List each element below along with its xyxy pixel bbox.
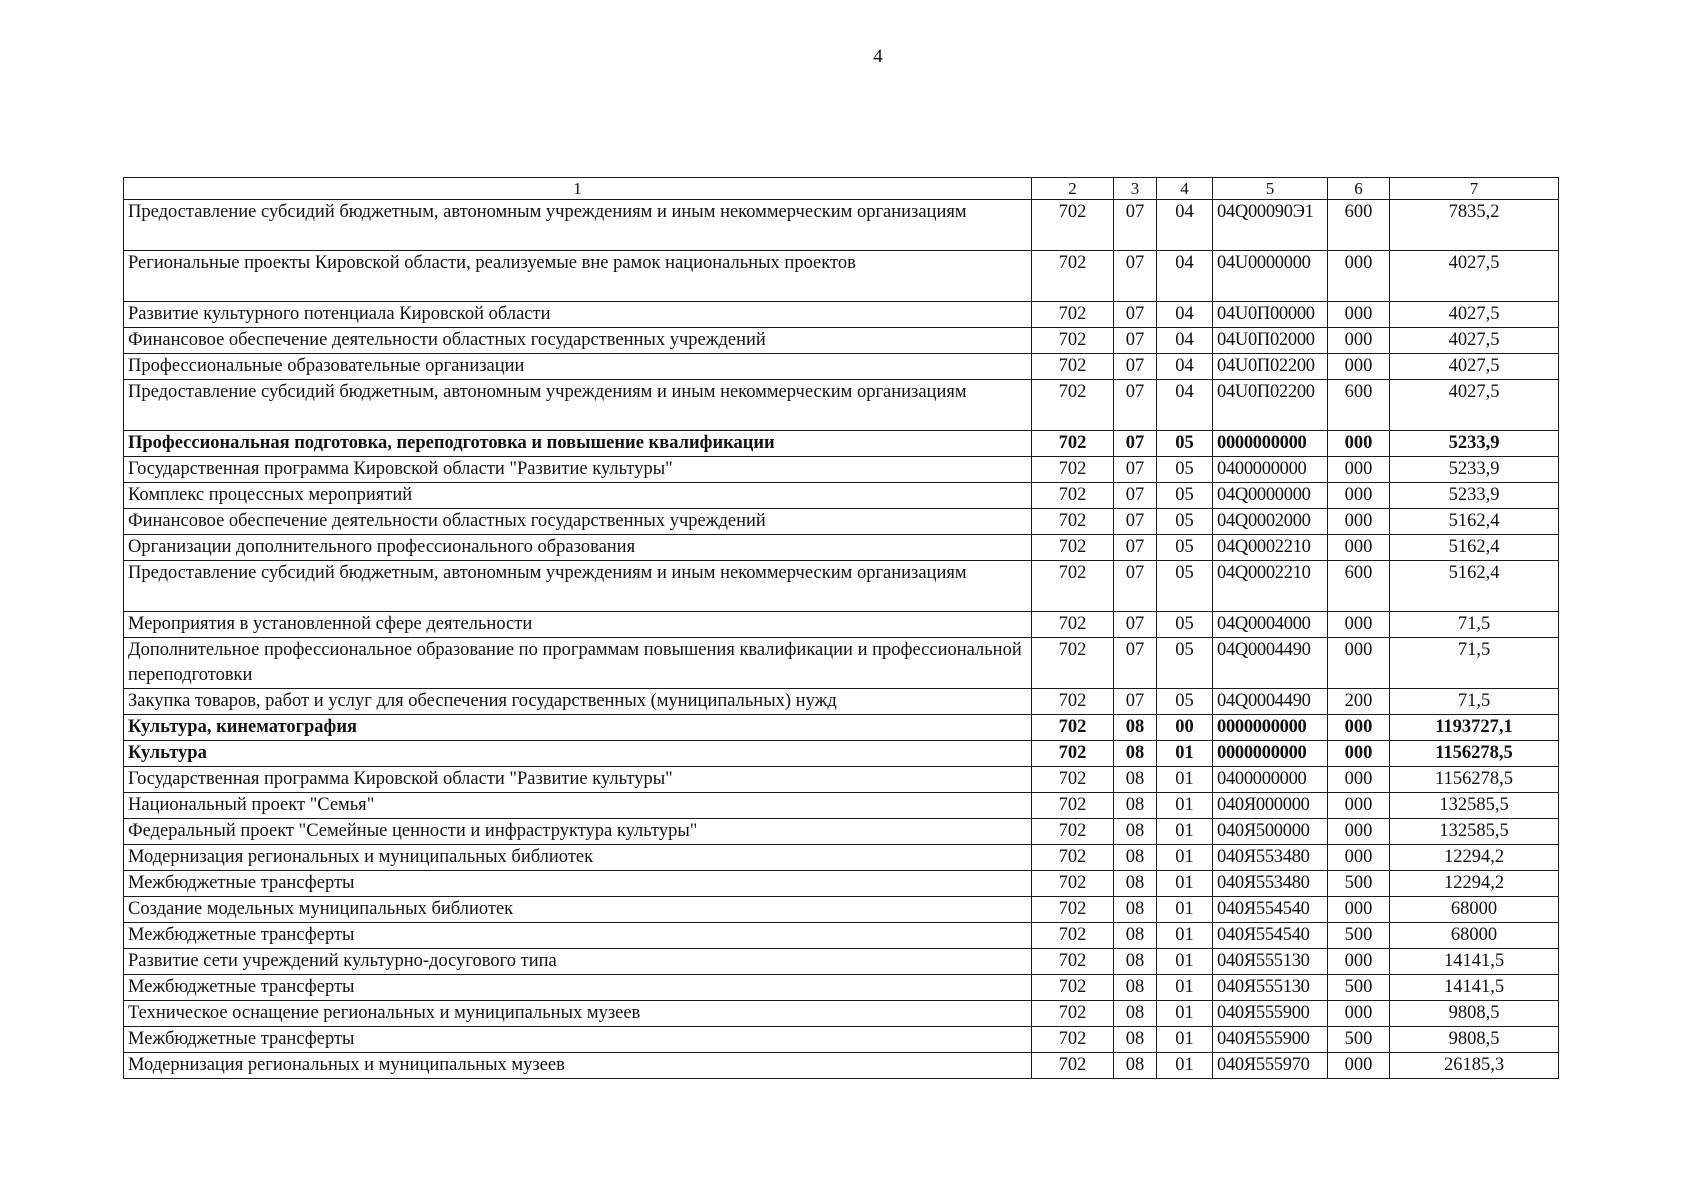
cell-col2: 702 — [1032, 638, 1114, 689]
cell-name: Культура, кинематография — [124, 715, 1032, 741]
cell-col3: 07 — [1114, 302, 1157, 328]
cell-col6: 500 — [1328, 923, 1390, 949]
budget-table — [123, 177, 1559, 1079]
cell-code: 04Q0004490 — [1213, 689, 1328, 715]
cell-col6: 000 — [1328, 509, 1390, 535]
cell-col4: 01 — [1157, 819, 1213, 845]
cell-name: Межбюджетные трансферты — [124, 871, 1032, 897]
cell-amount: 14141,5 — [1390, 949, 1559, 975]
cell-col2: 702 — [1032, 767, 1114, 793]
cell-col6: 000 — [1328, 949, 1390, 975]
cell-col2: 702 — [1032, 1001, 1114, 1027]
cell-col4: 05 — [1157, 612, 1213, 638]
cell-amount: 71,5 — [1390, 612, 1559, 638]
cell-col4: 05 — [1157, 483, 1213, 509]
cell-col3: 08 — [1114, 975, 1157, 1001]
cell-col4: 05 — [1157, 561, 1213, 612]
cell-name: Финансовое обеспечение деятельности областных государственных учреждений — [124, 328, 1032, 354]
cell-col3: 08 — [1114, 923, 1157, 949]
cell-col3: 07 — [1114, 251, 1157, 302]
cell-col3: 07 — [1114, 457, 1157, 483]
column-header-5: 5 — [1213, 178, 1328, 200]
cell-code: 040Я554540 — [1213, 923, 1328, 949]
cell-col3: 07 — [1114, 509, 1157, 535]
cell-code: 040Я554540 — [1213, 897, 1328, 923]
cell-name: Региональные проекты Кировской области, реализуемые вне рамок национальных проектов — [124, 251, 1032, 302]
cell-col3: 08 — [1114, 1001, 1157, 1027]
cell-col4: 01 — [1157, 1027, 1213, 1053]
cell-col4: 01 — [1157, 949, 1213, 975]
column-header-1: 1 — [124, 178, 1032, 200]
cell-amount: 14141,5 — [1390, 975, 1559, 1001]
cell-col2: 702 — [1032, 483, 1114, 509]
cell-name: Государственная программа Кировской области "Развитие культуры" — [124, 457, 1032, 483]
table-row — [124, 612, 1559, 638]
cell-name: Профессиональные образовательные организации — [124, 354, 1032, 380]
cell-col4: 04 — [1157, 380, 1213, 431]
table-row — [124, 561, 1559, 612]
table-row — [124, 354, 1559, 380]
cell-name: Межбюджетные трансферты — [124, 1027, 1032, 1053]
cell-amount: 7835,2 — [1390, 200, 1559, 251]
cell-amount: 132585,5 — [1390, 819, 1559, 845]
cell-col6: 000 — [1328, 767, 1390, 793]
cell-col3: 08 — [1114, 715, 1157, 741]
cell-col2: 702 — [1032, 1053, 1114, 1079]
cell-name: Дополнительное профессиональное образование по программам повышения квалификации и профессиональной переподготовки — [124, 638, 1032, 689]
cell-amount: 132585,5 — [1390, 793, 1559, 819]
cell-amount: 4027,5 — [1390, 302, 1559, 328]
cell-col3: 08 — [1114, 1027, 1157, 1053]
cell-amount: 5233,9 — [1390, 483, 1559, 509]
cell-col6: 500 — [1328, 1027, 1390, 1053]
cell-name: Государственная программа Кировской области "Развитие культуры" — [124, 767, 1032, 793]
cell-code: 0000000000 — [1213, 715, 1328, 741]
cell-col3: 08 — [1114, 741, 1157, 767]
cell-code: 040Я555130 — [1213, 949, 1328, 975]
cell-code: 04U0000000 — [1213, 251, 1328, 302]
cell-col4: 01 — [1157, 975, 1213, 1001]
cell-name: Предоставление субсидий бюджетным, автономным учреждениям и иным некоммерческим организациям — [124, 561, 1032, 612]
cell-amount: 1156278,5 — [1390, 767, 1559, 793]
cell-code: 04U0П02200 — [1213, 354, 1328, 380]
table-row — [124, 535, 1559, 561]
cell-col6: 000 — [1328, 328, 1390, 354]
cell-name: Модернизация региональных и муниципальных библиотек — [124, 845, 1032, 871]
cell-col2: 702 — [1032, 689, 1114, 715]
cell-col2: 702 — [1032, 328, 1114, 354]
cell-code: 0400000000 — [1213, 457, 1328, 483]
table-row — [124, 897, 1559, 923]
cell-col4: 04 — [1157, 302, 1213, 328]
cell-col2: 702 — [1032, 871, 1114, 897]
cell-amount: 4027,5 — [1390, 251, 1559, 302]
cell-col6: 000 — [1328, 897, 1390, 923]
cell-col2: 702 — [1032, 949, 1114, 975]
cell-name: Национальный проект "Семья" — [124, 793, 1032, 819]
cell-col4: 05 — [1157, 638, 1213, 689]
table-header — [124, 178, 1559, 200]
cell-col6: 200 — [1328, 689, 1390, 715]
cell-amount: 5162,4 — [1390, 561, 1559, 612]
table-row — [124, 302, 1559, 328]
cell-amount: 9808,5 — [1390, 1001, 1559, 1027]
cell-name: Развитие сети учреждений культурно-досугового типа — [124, 949, 1032, 975]
cell-col6: 000 — [1328, 612, 1390, 638]
table-row — [124, 200, 1559, 251]
cell-name: Межбюджетные трансферты — [124, 975, 1032, 1001]
table-row — [124, 767, 1559, 793]
cell-code: 040Я000000 — [1213, 793, 1328, 819]
cell-name: Культура — [124, 741, 1032, 767]
cell-amount: 12294,2 — [1390, 845, 1559, 871]
table-row — [124, 251, 1559, 302]
table-row — [124, 715, 1559, 741]
cell-col6: 000 — [1328, 535, 1390, 561]
cell-col2: 702 — [1032, 741, 1114, 767]
cell-col2: 702 — [1032, 715, 1114, 741]
cell-col4: 01 — [1157, 1053, 1213, 1079]
cell-code: 04Q0002210 — [1213, 561, 1328, 612]
table-row — [124, 949, 1559, 975]
table-row — [124, 431, 1559, 457]
cell-col4: 04 — [1157, 200, 1213, 251]
cell-col3: 07 — [1114, 612, 1157, 638]
table-row — [124, 793, 1559, 819]
cell-code: 04U0П02200 — [1213, 380, 1328, 431]
table-row — [124, 380, 1559, 431]
cell-col6: 000 — [1328, 1001, 1390, 1027]
cell-col3: 07 — [1114, 328, 1157, 354]
cell-col2: 702 — [1032, 200, 1114, 251]
cell-col2: 702 — [1032, 251, 1114, 302]
page-number: 4 — [873, 46, 883, 67]
cell-amount: 26185,3 — [1390, 1053, 1559, 1079]
cell-col4: 01 — [1157, 793, 1213, 819]
cell-col2: 702 — [1032, 354, 1114, 380]
cell-col2: 702 — [1032, 509, 1114, 535]
cell-name: Межбюджетные трансферты — [124, 923, 1032, 949]
cell-col6: 500 — [1328, 871, 1390, 897]
cell-col4: 05 — [1157, 689, 1213, 715]
cell-col3: 07 — [1114, 561, 1157, 612]
cell-col6: 000 — [1328, 793, 1390, 819]
cell-code: 040Я553480 — [1213, 845, 1328, 871]
cell-amount: 12294,2 — [1390, 871, 1559, 897]
table-row — [124, 638, 1559, 689]
cell-name: Комплекс процессных мероприятий — [124, 483, 1032, 509]
cell-col6: 000 — [1328, 741, 1390, 767]
cell-col6: 500 — [1328, 975, 1390, 1001]
cell-amount: 4027,5 — [1390, 328, 1559, 354]
cell-col6: 000 — [1328, 1053, 1390, 1079]
cell-code: 0400000000 — [1213, 767, 1328, 793]
cell-code: 0000000000 — [1213, 431, 1328, 457]
cell-col4: 01 — [1157, 923, 1213, 949]
cell-col3: 08 — [1114, 897, 1157, 923]
cell-name: Профессиональная подготовка, переподготовка и повышение квалификации — [124, 431, 1032, 457]
cell-name: Закупка товаров, работ и услуг для обеспечения государственных (муниципальных) нужд — [124, 689, 1032, 715]
cell-name: Предоставление субсидий бюджетным, автономным учреждениям и иным некоммерческим организациям — [124, 200, 1032, 251]
cell-amount: 4027,5 — [1390, 380, 1559, 431]
cell-col3: 07 — [1114, 200, 1157, 251]
cell-col2: 702 — [1032, 612, 1114, 638]
column-header-2: 2 — [1032, 178, 1114, 200]
cell-code: 04Q0002000 — [1213, 509, 1328, 535]
cell-name: Развитие культурного потенциала Кировской области — [124, 302, 1032, 328]
cell-code: 040Я555130 — [1213, 975, 1328, 1001]
table-row — [124, 689, 1559, 715]
cell-col2: 702 — [1032, 561, 1114, 612]
cell-col3: 07 — [1114, 354, 1157, 380]
cell-col6: 000 — [1328, 715, 1390, 741]
cell-col3: 07 — [1114, 380, 1157, 431]
table-row — [124, 741, 1559, 767]
cell-col6: 000 — [1328, 638, 1390, 689]
cell-col4: 04 — [1157, 354, 1213, 380]
table-row — [124, 457, 1559, 483]
cell-col4: 00 — [1157, 715, 1213, 741]
cell-amount: 5233,9 — [1390, 431, 1559, 457]
cell-code: 040Я553480 — [1213, 871, 1328, 897]
cell-col4: 04 — [1157, 328, 1213, 354]
cell-col2: 702 — [1032, 975, 1114, 1001]
cell-col6: 000 — [1328, 483, 1390, 509]
cell-amount: 5162,4 — [1390, 509, 1559, 535]
cell-name: Мероприятия в установленной сфере деятельности — [124, 612, 1032, 638]
cell-col2: 702 — [1032, 819, 1114, 845]
cell-col4: 05 — [1157, 431, 1213, 457]
cell-amount: 9808,5 — [1390, 1027, 1559, 1053]
cell-col4: 01 — [1157, 871, 1213, 897]
cell-col4: 05 — [1157, 509, 1213, 535]
cell-col3: 08 — [1114, 819, 1157, 845]
cell-col3: 07 — [1114, 535, 1157, 561]
cell-col6: 000 — [1328, 431, 1390, 457]
cell-col4: 05 — [1157, 535, 1213, 561]
column-header-4: 4 — [1157, 178, 1213, 200]
cell-amount: 5162,4 — [1390, 535, 1559, 561]
cell-col4: 05 — [1157, 457, 1213, 483]
cell-code: 04U0П00000 — [1213, 302, 1328, 328]
cell-amount: 1193727,1 — [1390, 715, 1559, 741]
cell-col2: 702 — [1032, 793, 1114, 819]
cell-name: Финансовое обеспечение деятельности областных государственных учреждений — [124, 509, 1032, 535]
cell-code: 04Q0002210 — [1213, 535, 1328, 561]
cell-amount: 1156278,5 — [1390, 741, 1559, 767]
cell-col3: 08 — [1114, 949, 1157, 975]
cell-col2: 702 — [1032, 457, 1114, 483]
cell-code: 04U0П02000 — [1213, 328, 1328, 354]
cell-col4: 01 — [1157, 897, 1213, 923]
cell-col3: 08 — [1114, 767, 1157, 793]
cell-name: Модернизация региональных и муниципальных музеев — [124, 1053, 1032, 1079]
cell-col2: 702 — [1032, 380, 1114, 431]
cell-col2: 702 — [1032, 431, 1114, 457]
cell-col2: 702 — [1032, 302, 1114, 328]
cell-col6: 600 — [1328, 561, 1390, 612]
cell-col4: 01 — [1157, 845, 1213, 871]
cell-code: 040Я500000 — [1213, 819, 1328, 845]
table-row — [124, 1053, 1559, 1079]
cell-name: Предоставление субсидий бюджетным, автономным учреждениям и иным некоммерческим организациям — [124, 380, 1032, 431]
cell-code: 040Я555970 — [1213, 1053, 1328, 1079]
cell-col4: 01 — [1157, 767, 1213, 793]
cell-col4: 01 — [1157, 741, 1213, 767]
cell-col2: 702 — [1032, 845, 1114, 871]
cell-code: 04Q0004490 — [1213, 638, 1328, 689]
cell-name: Федеральный проект "Семейные ценности и инфраструктура культуры" — [124, 819, 1032, 845]
cell-amount: 71,5 — [1390, 689, 1559, 715]
cell-amount: 68000 — [1390, 897, 1559, 923]
cell-col3: 07 — [1114, 431, 1157, 457]
table-row — [124, 509, 1559, 535]
cell-code: 04Q0004000 — [1213, 612, 1328, 638]
cell-col2: 702 — [1032, 897, 1114, 923]
cell-col6: 000 — [1328, 302, 1390, 328]
cell-code: 040Я555900 — [1213, 1027, 1328, 1053]
cell-col3: 07 — [1114, 483, 1157, 509]
cell-code: 04Q00090Э1 — [1213, 200, 1328, 251]
cell-col6: 000 — [1328, 845, 1390, 871]
column-header-3: 3 — [1114, 178, 1157, 200]
table-row — [124, 975, 1559, 1001]
table-row — [124, 1001, 1559, 1027]
cell-col3: 08 — [1114, 1053, 1157, 1079]
column-header-6: 6 — [1328, 178, 1390, 200]
table-row — [124, 871, 1559, 897]
cell-col6: 000 — [1328, 354, 1390, 380]
cell-col3: 07 — [1114, 638, 1157, 689]
cell-name: Техническое оснащение региональных и муниципальных музеев — [124, 1001, 1032, 1027]
cell-col4: 04 — [1157, 251, 1213, 302]
cell-col6: 000 — [1328, 819, 1390, 845]
cell-name: Организации дополнительного профессионального образования — [124, 535, 1032, 561]
cell-col6: 600 — [1328, 200, 1390, 251]
table-row — [124, 819, 1559, 845]
cell-name: Создание модельных муниципальных библиотек — [124, 897, 1032, 923]
cell-col4: 01 — [1157, 1001, 1213, 1027]
table-body — [124, 200, 1559, 1079]
table-row — [124, 483, 1559, 509]
table-row — [124, 923, 1559, 949]
cell-col2: 702 — [1032, 535, 1114, 561]
table-row — [124, 845, 1559, 871]
cell-col6: 000 — [1328, 457, 1390, 483]
cell-col2: 702 — [1032, 923, 1114, 949]
cell-code: 0000000000 — [1213, 741, 1328, 767]
cell-code: 040Я555900 — [1213, 1001, 1328, 1027]
cell-amount: 5233,9 — [1390, 457, 1559, 483]
cell-col3: 07 — [1114, 689, 1157, 715]
cell-code: 04Q0000000 — [1213, 483, 1328, 509]
table-row — [124, 1027, 1559, 1053]
cell-col6: 000 — [1328, 251, 1390, 302]
cell-col3: 08 — [1114, 845, 1157, 871]
cell-col6: 600 — [1328, 380, 1390, 431]
cell-col3: 08 — [1114, 871, 1157, 897]
cell-col3: 08 — [1114, 793, 1157, 819]
cell-amount: 71,5 — [1390, 638, 1559, 689]
cell-amount: 68000 — [1390, 923, 1559, 949]
cell-col2: 702 — [1032, 1027, 1114, 1053]
column-header-7: 7 — [1390, 178, 1559, 200]
table-row — [124, 328, 1559, 354]
cell-amount: 4027,5 — [1390, 354, 1559, 380]
